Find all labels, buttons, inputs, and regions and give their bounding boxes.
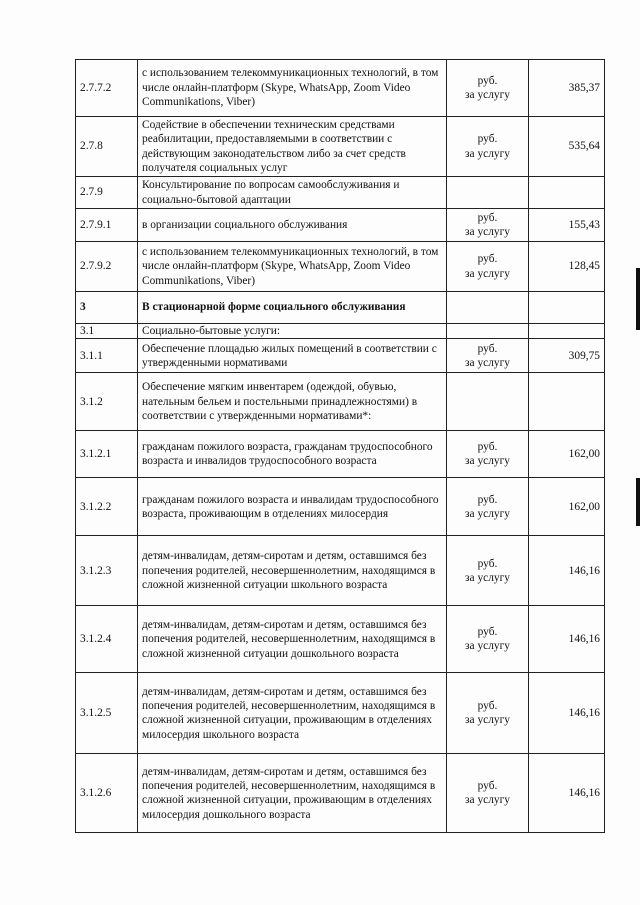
row-description: Обеспечение площадью жилых помещений в соответствии с утвержденными нормативами (138, 339, 447, 373)
scan-edge-mark (636, 478, 640, 526)
row-number: 3.1.2 (76, 373, 138, 431)
row-description: Социально-бытовые услуги: (138, 324, 447, 339)
row-description: гражданам пожилого возраста и инвалидам трудоспособного возраста, проживающим в отделениях милосердия (138, 478, 447, 536)
row-unit (447, 324, 529, 339)
row-number: 3.1.2.4 (76, 606, 138, 673)
row-value: 309,75 (529, 339, 605, 373)
table-row (76, 339, 605, 373)
row-unit: руб. за услугу (447, 673, 529, 754)
row-value: 146,16 (529, 754, 605, 833)
row-value: 385,37 (529, 60, 605, 117)
table-row (76, 209, 605, 242)
row-value: 155,43 (529, 209, 605, 242)
table-row (76, 242, 605, 292)
row-unit: руб. за услугу (447, 117, 529, 177)
row-unit: руб. за услугу (447, 339, 529, 373)
table-row (76, 324, 605, 339)
table-row (76, 177, 605, 209)
row-description: В стационарной форме социального обслуживания (138, 292, 447, 324)
row-unit (447, 292, 529, 324)
tariff-table-body (76, 60, 605, 833)
row-description: детям-инвалидам, детям-сиротам и детям, оставшимся без попечения родителей, несовершеннолетним, находящимся в сложной жизненной ситуации школьного возраста (138, 536, 447, 606)
row-unit: руб. за услугу (447, 209, 529, 242)
scan-edge-mark (636, 268, 640, 330)
table-row (76, 60, 605, 117)
table-row (76, 431, 605, 478)
table-row (76, 373, 605, 431)
row-value (529, 373, 605, 431)
row-value: 162,00 (529, 478, 605, 536)
row-description: детям-инвалидам, детям-сиротам и детям, оставшимся без попечения родителей, несовершеннолетним, находящимся в сложной жизненной ситуации дошкольного возраста (138, 606, 447, 673)
row-description: с использованием телекоммуникационных технологий, в том числе онлайн-платформ (Skype, WhatsApp, Zoom Video Communikations, Viber) (138, 60, 447, 117)
table-row (76, 754, 605, 833)
row-number: 3.1.2.1 (76, 431, 138, 478)
row-number: 2.7.7.2 (76, 60, 138, 117)
row-value: 146,16 (529, 536, 605, 606)
tariff-table (75, 59, 605, 833)
table-row (76, 673, 605, 754)
row-number: 3.1.1 (76, 339, 138, 373)
table-row (76, 117, 605, 177)
row-unit (447, 373, 529, 431)
row-description: с использованием телекоммуникационных технологий, в том числе онлайн-платформ (Skype, WhatsApp, Zoom Video Communikations, Viber) (138, 242, 447, 292)
row-number: 3 (76, 292, 138, 324)
row-unit: руб. за услугу (447, 431, 529, 478)
row-number: 3.1 (76, 324, 138, 339)
row-number: 3.1.2.5 (76, 673, 138, 754)
table-row (76, 292, 605, 324)
row-number: 3.1.2.2 (76, 478, 138, 536)
table-row (76, 606, 605, 673)
row-value: 162,00 (529, 431, 605, 478)
row-number: 2.7.8 (76, 117, 138, 177)
row-description: в организации социального обслуживания (138, 209, 447, 242)
row-description: детям-инвалидам, детям-сиротам и детям, оставшимся без попечения родителей, несовершеннолетним, находящимся в сложной жизненной ситуации, проживающим в отделениях милосердия дошкольного возраста (138, 754, 447, 833)
table-row (76, 536, 605, 606)
row-unit: руб. за услугу (447, 536, 529, 606)
row-description: Консультирование по вопросам самообслуживания и социально-бытовой адаптации (138, 177, 447, 209)
row-unit: руб. за услугу (447, 60, 529, 117)
row-value (529, 177, 605, 209)
row-value: 146,16 (529, 673, 605, 754)
row-value (529, 324, 605, 339)
row-value (529, 292, 605, 324)
row-unit: руб. за услугу (447, 606, 529, 673)
row-description: детям-инвалидам, детям-сиротам и детям, оставшимся без попечения родителей, несовершеннолетним, находящимся в сложной жизненной ситуации, проживающим в отделениях милосердия школьного возраста (138, 673, 447, 754)
row-unit: руб. за услугу (447, 754, 529, 833)
row-number: 2.7.9.1 (76, 209, 138, 242)
row-number: 2.7.9.2 (76, 242, 138, 292)
table-row (76, 478, 605, 536)
row-unit: руб. за услугу (447, 478, 529, 536)
row-number: 3.1.2.3 (76, 536, 138, 606)
row-number: 3.1.2.6 (76, 754, 138, 833)
row-unit (447, 177, 529, 209)
row-value: 535,64 (529, 117, 605, 177)
row-number: 2.7.9 (76, 177, 138, 209)
row-description: Обеспечение мягким инвентарем (одеждой, обувью, нательным бельем и постельными принадлежностями) в соответствии с утвержденными нормативами*: (138, 373, 447, 431)
row-value: 128,45 (529, 242, 605, 292)
row-description: гражданам пожилого возраста, гражданам трудоспособного возраста и инвалидов трудоспособного возраста (138, 431, 447, 478)
row-unit: руб. за услугу (447, 242, 529, 292)
row-value: 146,16 (529, 606, 605, 673)
row-description: Содействие в обеспечении техническим средствами реабилитации, предоставляемыми в соответствии с действующим законодательством либо за счет средств получателя социальных услуг (138, 117, 447, 177)
